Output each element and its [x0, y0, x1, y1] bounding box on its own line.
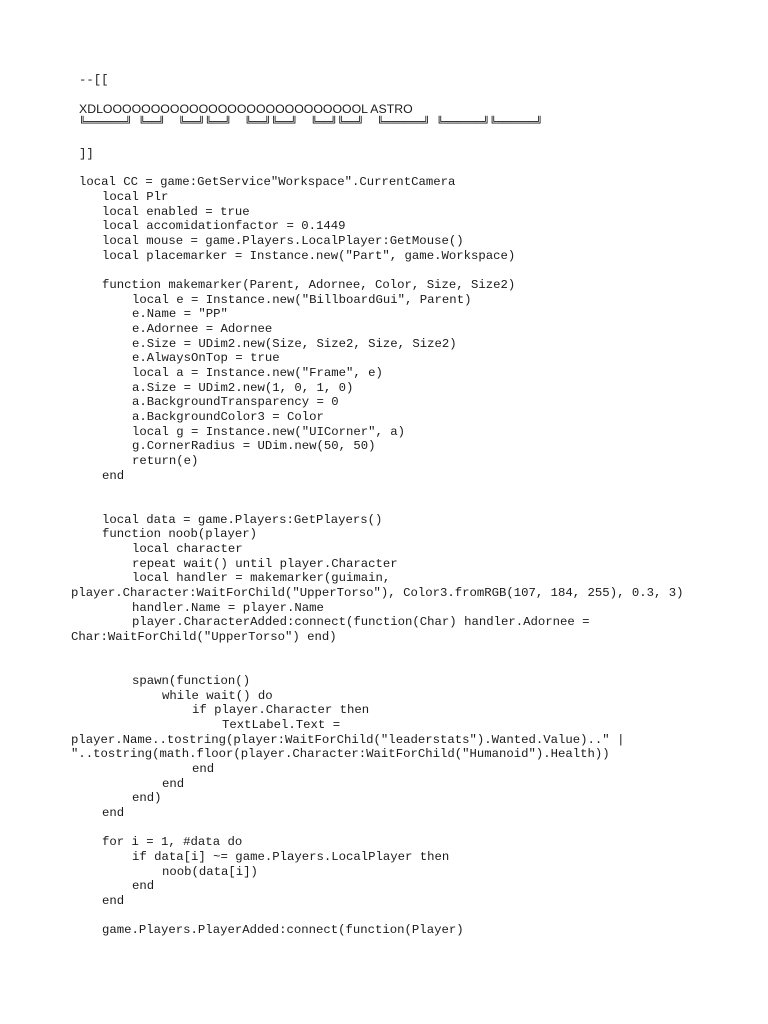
- code-line: local CC = game:GetService"Workspace".CurrentCamera: [79, 175, 456, 189]
- code-line: TextLabel.Text =: [222, 718, 341, 732]
- code-line: end: [132, 879, 155, 893]
- code-line: local character: [132, 542, 243, 556]
- code-line: local Plr: [102, 190, 169, 204]
- code-line: noob(data[i]): [162, 865, 258, 879]
- code-line: if player.Character then: [192, 703, 370, 717]
- code-line: local data = game.Players:GetPlayers(): [102, 513, 383, 527]
- code-line: game.Players.PlayerAdded:connect(function(Player): [102, 923, 464, 937]
- code-line: player.CharacterAdded:connect(function(Char) handler.Adornee =: [132, 615, 590, 629]
- code-line: e.AlwaysOnTop = true: [132, 351, 280, 365]
- code-line: a.BackgroundColor3 = Color: [132, 410, 324, 424]
- code-line: local enabled = true: [102, 205, 250, 219]
- code-line: g.CornerRadius = UDim.new(50, 50): [132, 439, 376, 453]
- code-line: end: [162, 777, 185, 791]
- code-line: handler.Name = player.Name: [132, 601, 324, 615]
- code-line: local g = Instance.new("UICorner", a): [132, 425, 406, 439]
- code-line: local accomidationfactor = 0.1449: [102, 219, 346, 233]
- code-line: for i = 1, #data do: [102, 835, 243, 849]
- code-line: end: [102, 469, 125, 483]
- code-line: while wait() do: [162, 689, 273, 703]
- code-line: if data[i] ~= game.Players.LocalPlayer then: [132, 850, 450, 864]
- code-line: end: [102, 894, 125, 908]
- code-line: local placemarker = Instance.new("Part", game.Workspace): [102, 249, 516, 263]
- code-line: local handler = makemarker(guimain,: [132, 571, 391, 585]
- code-line: e.Size = UDim2.new(Size, Size2, Size, Size2): [132, 337, 457, 351]
- code-line: Char:WaitForChild("UpperTorso") end): [71, 630, 337, 644]
- code-line: a.BackgroundTransparency = 0: [132, 395, 339, 409]
- code-line: function makemarker(Parent, Adornee, Color, Size, Size2): [102, 278, 516, 292]
- code-line: ╚══════╝ ╚══╝ ╚══╝╚══╝ ╚══╝╚══╝ ╚══╝╚══╝ ╚══════╝ ╚══════╝╚══════╝: [79, 116, 543, 129]
- code-line: e.Adornee = Adornee: [132, 322, 273, 336]
- code-line: ]]: [79, 147, 94, 161]
- code-line: --[[: [79, 73, 109, 87]
- code-line: function noob(player): [102, 527, 257, 541]
- code-line: end: [102, 806, 125, 820]
- code-line: a.Size = UDim2.new(1, 0, 1, 0): [132, 381, 354, 395]
- code-line: local e = Instance.new("BillboardGui", Parent): [132, 293, 472, 307]
- code-line: spawn(function(): [132, 674, 251, 688]
- code-line: player.Name..tostring(player:WaitForChild("leaderstats").Wanted.Value).." |: [71, 733, 625, 747]
- code-line: repeat wait() until player.Character: [132, 557, 398, 571]
- code-line: end: [192, 762, 215, 776]
- code-line: XDLOOOOOOOOOOOOOOOOOOOOOOOOOOOL ASTRO: [79, 102, 413, 116]
- code-line: return(e): [132, 454, 199, 468]
- code-line: end): [132, 791, 162, 805]
- code-line: player.Character:WaitForChild("UpperTorso"), Color3.fromRGB(107, 184, 255), 0.3, 3): [71, 586, 684, 600]
- code-line: local a = Instance.new("Frame", e): [132, 366, 383, 380]
- code-line: local mouse = game.Players.LocalPlayer:GetMouse(): [102, 234, 464, 248]
- code-line: e.Name = "PP": [132, 307, 228, 321]
- code-line: "..tostring(math.floor(player.Character:WaitForChild("Humanoid").Health)): [71, 747, 610, 761]
